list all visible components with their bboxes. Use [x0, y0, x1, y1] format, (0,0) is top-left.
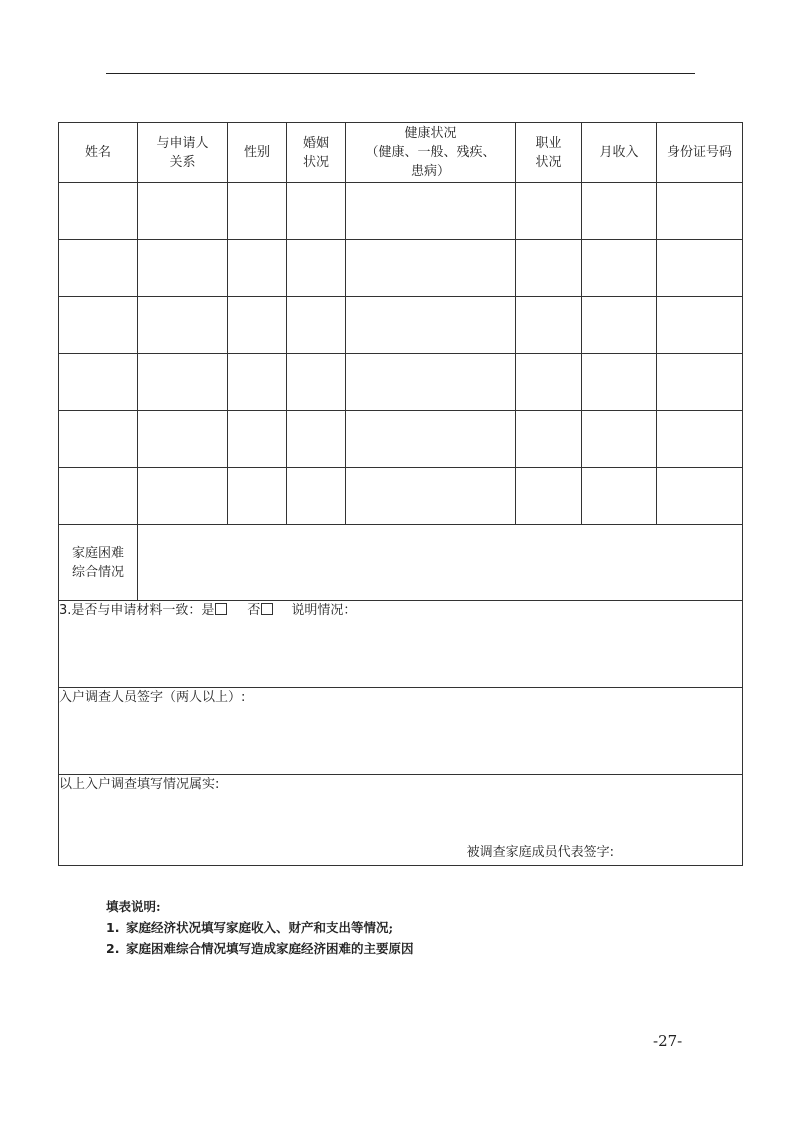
table-cell[interactable] [287, 468, 346, 525]
table-cell[interactable] [228, 411, 287, 468]
table-cell[interactable] [516, 411, 582, 468]
confirmation-label: 以上入户调查填写情况属实: [59, 777, 220, 792]
header-relationship: 与申请人 关系 [138, 123, 228, 183]
confirmation-field[interactable] [59, 775, 743, 866]
form-notes [106, 896, 414, 959]
table-cell[interactable] [657, 240, 743, 297]
table-cell[interactable] [516, 240, 582, 297]
table-cell[interactable] [516, 297, 582, 354]
header-name: 姓名 [59, 123, 138, 183]
table-cell[interactable] [287, 354, 346, 411]
table-cell[interactable] [138, 411, 228, 468]
table-cell[interactable] [138, 297, 228, 354]
table-cell[interactable] [59, 183, 138, 240]
table-cell[interactable] [346, 354, 516, 411]
investigators-label: 入户调查人员签字（两人以上）: [59, 690, 246, 705]
table-cell[interactable] [228, 240, 287, 297]
table-row [59, 297, 743, 354]
table-cell[interactable] [346, 183, 516, 240]
no-checkbox[interactable] [261, 603, 273, 615]
table-cell[interactable] [228, 468, 287, 525]
table-cell[interactable] [138, 468, 228, 525]
note-text: 家庭经济状况填写家庭收入、财产和支出等情况; [126, 920, 394, 935]
note-text: 家庭困难综合情况填写造成家庭经济困难的主要原因 [126, 941, 414, 956]
note-item [106, 917, 414, 938]
table-cell[interactable] [59, 297, 138, 354]
table-cell[interactable] [346, 411, 516, 468]
note-item [106, 938, 414, 959]
investigators-row [59, 688, 743, 775]
table-cell[interactable] [582, 297, 657, 354]
table-cell[interactable] [228, 354, 287, 411]
consistency-question: 3.是否与申请材料一致：是 [59, 603, 215, 618]
table-cell[interactable] [228, 183, 287, 240]
household-survey-table [58, 122, 743, 866]
header-occupation: 职业 状况 [516, 123, 582, 183]
table-cell[interactable] [59, 468, 138, 525]
yes-checkbox[interactable] [215, 603, 227, 615]
table-row [59, 240, 743, 297]
representative-signature-label: 被调查家庭成员代表签字: [466, 845, 614, 860]
table-cell[interactable] [582, 411, 657, 468]
table-cell[interactable] [657, 297, 743, 354]
family-difficulty-row [59, 525, 743, 601]
investigators-signature-field[interactable] [59, 688, 743, 775]
table-cell[interactable] [516, 354, 582, 411]
table-cell[interactable] [287, 240, 346, 297]
table-cell[interactable] [228, 297, 287, 354]
header-marital-status: 婚姻 状况 [287, 123, 346, 183]
consistency-field[interactable] [59, 601, 743, 688]
table-cell[interactable] [138, 354, 228, 411]
header-gender: 性别 [228, 123, 287, 183]
notes-title: 填表说明: [106, 899, 161, 914]
note-number: 2. [106, 941, 120, 956]
table-cell[interactable] [59, 354, 138, 411]
table-row [59, 183, 743, 240]
header-rule [106, 73, 695, 74]
table-cell[interactable] [59, 240, 138, 297]
table-cell[interactable] [516, 468, 582, 525]
explanation-label: 说明情况： [291, 603, 357, 618]
page-number: -27- [653, 1032, 683, 1050]
table-cell[interactable] [287, 183, 346, 240]
header-id-number: 身份证号码 [657, 123, 743, 183]
table-cell[interactable] [346, 240, 516, 297]
table-cell[interactable] [346, 468, 516, 525]
table-cell[interactable] [138, 240, 228, 297]
table-cell[interactable] [657, 468, 743, 525]
table-row [59, 468, 743, 525]
confirmation-row [59, 775, 743, 866]
header-health-status: 健康状况 （健康、一般、残疾、 患病） [346, 123, 516, 183]
table-cell[interactable] [346, 297, 516, 354]
header-monthly-income: 月收入 [582, 123, 657, 183]
table-row [59, 354, 743, 411]
table-cell[interactable] [287, 297, 346, 354]
table-cell[interactable] [582, 354, 657, 411]
table-cell[interactable] [138, 183, 228, 240]
note-number: 1. [106, 920, 120, 935]
table-cell[interactable] [657, 354, 743, 411]
table-cell[interactable] [657, 183, 743, 240]
table-cell[interactable] [516, 183, 582, 240]
family-difficulty-field[interactable] [138, 525, 743, 601]
table-cell[interactable] [657, 411, 743, 468]
table-header-row [59, 123, 743, 183]
table-cell[interactable] [582, 468, 657, 525]
family-difficulty-label: 家庭困难 综合情况 [59, 525, 138, 601]
table-cell[interactable] [582, 183, 657, 240]
table-cell[interactable] [59, 411, 138, 468]
consistency-row [59, 601, 743, 688]
table-cell[interactable] [582, 240, 657, 297]
no-label: 否 [247, 603, 261, 618]
table-cell[interactable] [287, 411, 346, 468]
table-row [59, 411, 743, 468]
